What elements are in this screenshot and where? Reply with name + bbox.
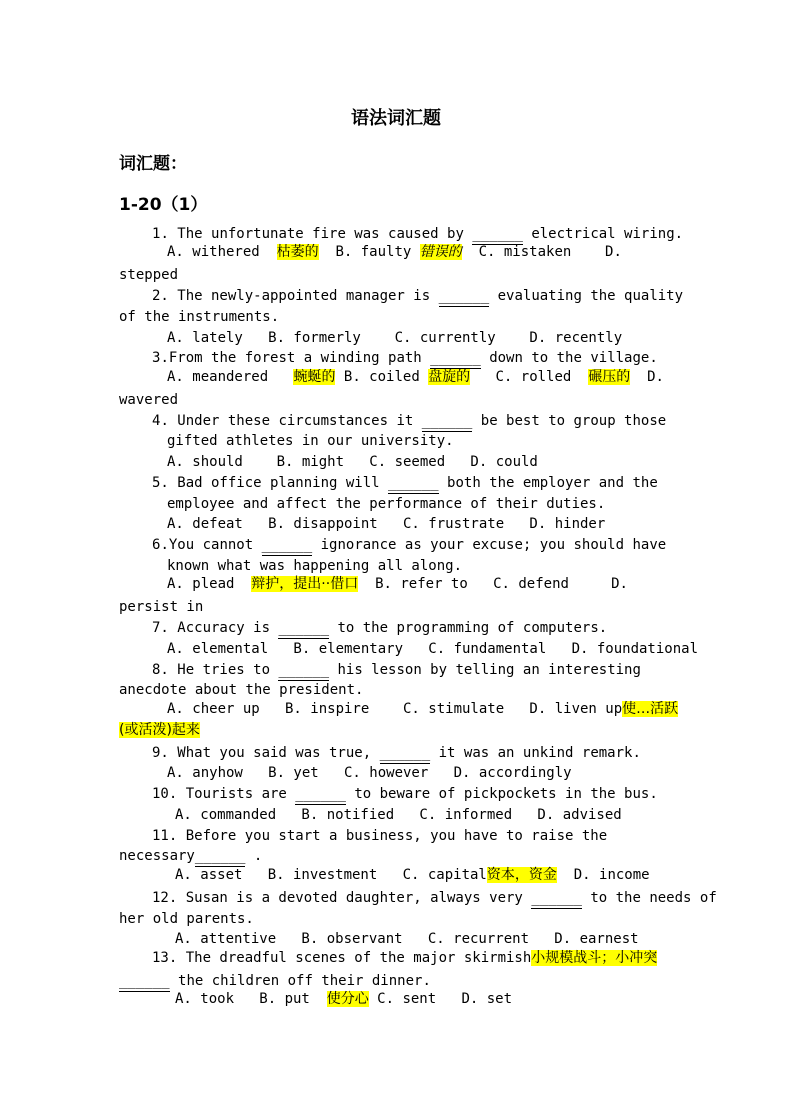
question-number: 6 — [152, 537, 161, 553]
question-2-options: A. lately B. formerly C. currently D. recently — [167, 330, 623, 346]
question-10-options: A. commanded B. notified C. informed D. advised — [175, 807, 622, 823]
question-12-cont: her old parents. — [119, 911, 254, 927]
question-8-cont: anecdote about the president. — [119, 682, 364, 698]
question-13-stem: 13. The dreadful scenes of the major skirmish小规模战斗；小冲突 — [152, 950, 658, 966]
question-7-stem: 7. Accuracy is ______ to the programming of computers. — [152, 618, 607, 639]
answer-blank: ______ — [262, 535, 313, 556]
page-title: 语法词汇题 — [351, 108, 441, 129]
question-7-options: A. elemental B. elementary C. fundamental D. foundational — [167, 641, 699, 657]
question-11-options: A. asset B. investment C. capital资本，资金 D. income — [175, 867, 650, 883]
answer-blank: ______ — [295, 784, 346, 805]
answer-blank: ______ — [472, 224, 523, 245]
answer-blank: ______ — [278, 660, 329, 681]
question-5-cont: employee and affect the performance of their duties. — [167, 496, 606, 512]
question-13-options: A. took B. put 使分心 C. sent D. set — [175, 991, 513, 1007]
question-1-cont: stepped — [119, 267, 179, 283]
question-3-cont: wavered — [119, 392, 179, 408]
question-6-stem: 6.You cannot ______ ignorance as your excuse; you should have — [152, 535, 666, 556]
question-13-cont: ______ the children off their dinner. — [119, 971, 431, 992]
question-1-options: A. withered 枯萎的 B. faulty 错误的 C. mistaken D. — [167, 244, 622, 260]
highlight-note: 蜿蜒的 — [293, 369, 336, 385]
answer-blank: ______ — [119, 971, 170, 992]
highlight-note: 辩护，提出··借口 — [251, 576, 359, 592]
question-4-options: A. should B. might C. seemed D. could — [167, 454, 538, 470]
question-11-cont: necessary______ . — [119, 846, 262, 867]
question-9-options: A. anyhow B. yet C. however D. accordingly — [167, 765, 572, 781]
question-3-stem: 3.From the forest a winding path ______ down to the village. — [152, 348, 658, 369]
highlight-note: 枯萎的 — [276, 244, 319, 260]
answer-blank: ______ — [380, 743, 431, 764]
answer-blank: ______ — [278, 618, 329, 639]
answer-blank: ______ — [430, 348, 481, 369]
question-number: 1 — [152, 226, 161, 242]
question-11-stem: 11. Before you start a business, you have to raise the — [152, 828, 608, 844]
highlight-note: 小规模战斗；小冲突 — [531, 950, 658, 966]
sub-heading: 1-20（1） — [119, 195, 208, 215]
highlight-note: 资本，资金 — [486, 867, 557, 883]
highlight-note: (或活泼)起来 — [119, 722, 200, 738]
highlight-note: 使…活跃 — [622, 701, 679, 717]
answer-blank: ______ — [439, 286, 490, 307]
question-4-stem: 4. Under these circumstances it ______ be best to group those — [152, 411, 666, 432]
question-12-stem: 12. Susan is a devoted daughter, always very ______ to the needs of — [152, 888, 717, 909]
question-1-stem: 1. The unfortunate fire was caused by ______ electrical wiring. — [152, 224, 683, 245]
question-6-options: A. plead 辩护，提出··借口 B. refer to C. defend D. — [167, 576, 628, 592]
question-8-options: A. cheer up B. inspire C. stimulate D. liven up使…活跃 — [167, 701, 679, 717]
highlight-note: 错误的 — [419, 244, 462, 260]
question-8-stem: 8. He tries to ______ his lesson by telling an interesting — [152, 660, 641, 681]
question-5-stem: 5. Bad office planning will ______ both the employer and the — [152, 473, 658, 494]
question-number: 4 — [152, 413, 161, 429]
question-9-stem: 9. What you said was true, ______ it was an unkind remark. — [152, 743, 641, 764]
section-heading: 词汇题： — [119, 154, 187, 174]
question-2-cont: of the instruments. — [119, 309, 280, 325]
answer-blank: ______ — [422, 411, 473, 432]
question-4-cont: gifted athletes in our university. — [167, 433, 454, 449]
question-6-cont2: persist in — [119, 599, 204, 615]
question-2-stem: 2. The newly-appointed manager is ______ evaluating the quality — [152, 286, 683, 307]
highlight-note: 使分心 — [326, 991, 369, 1007]
answer-blank: ______ — [531, 888, 582, 909]
question-12-options: A. attentive B. observant C. recurrent D. earnest — [175, 931, 639, 947]
question-6-cont: known what was happening all along. — [167, 558, 463, 574]
highlight-note: 碾压的 — [588, 369, 631, 385]
answer-blank: ______ — [388, 473, 439, 494]
answer-blank: ______ — [195, 846, 246, 867]
highlight-note: 盘旋的 — [428, 369, 471, 385]
question-3-options: A. meandered 蜿蜒的 B. coiled 盘旋的 C. rolled 碾压的 D. — [167, 369, 664, 385]
question-8-cont2 — [119, 720, 200, 740]
question-number: 3 — [152, 350, 161, 366]
question-10-stem: 10. Tourists are ______ to beware of pickpockets in the bus. — [152, 784, 658, 805]
question-5-options: A. defeat B. disappoint C. frustrate D. hinder — [167, 516, 606, 532]
